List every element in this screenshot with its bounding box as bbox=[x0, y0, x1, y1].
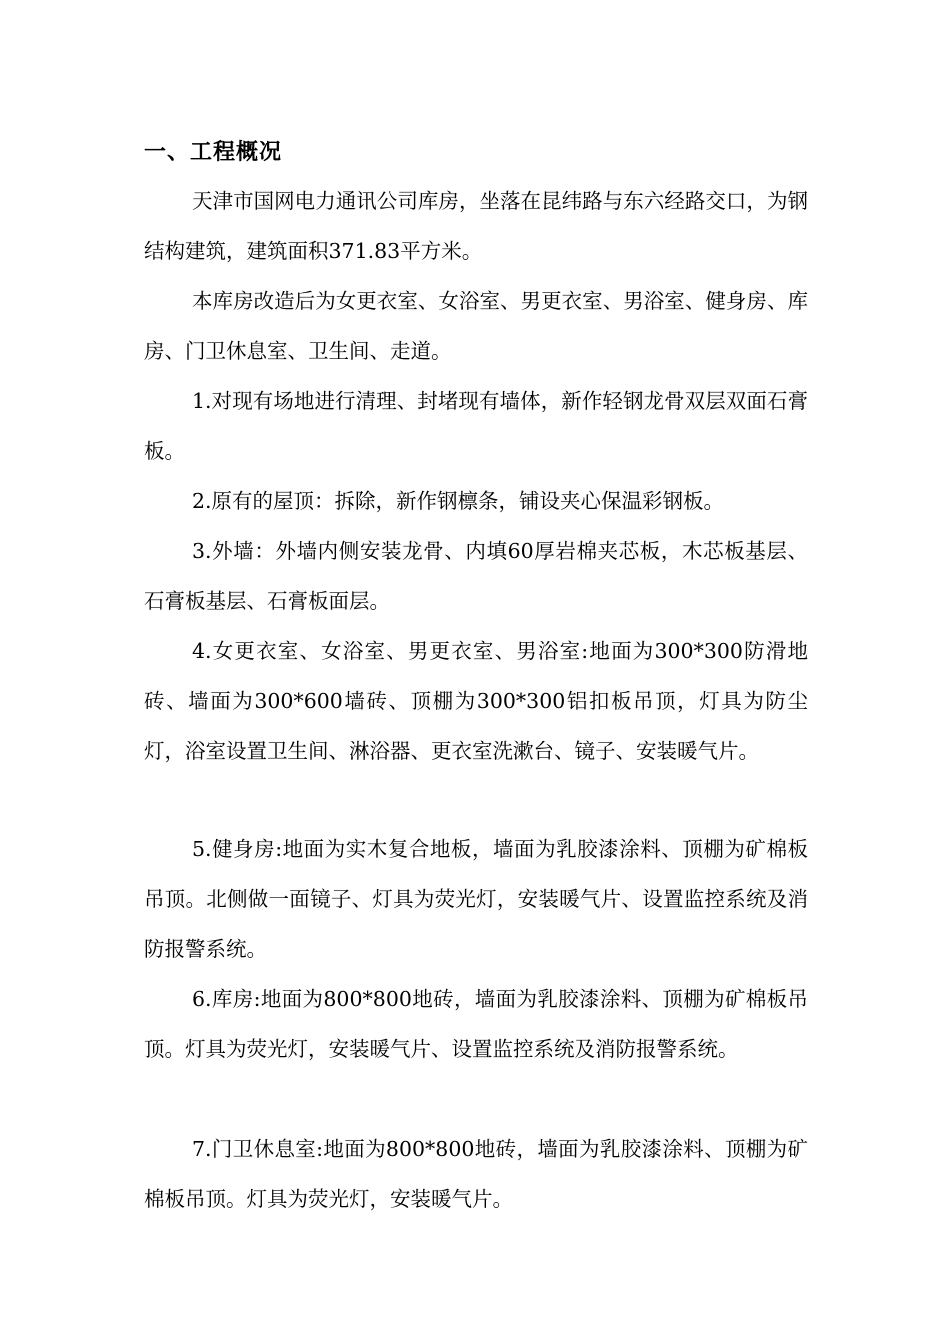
paragraph-item-7: 7.门卫休息室:地面为800*800地砖，墙面为乳胶漆涂料、顶棚为矿棉板吊顶。灯具为荧光灯，安装暖气片。 bbox=[144, 1137, 808, 1211]
section-heading: 一、工程概况 bbox=[144, 139, 283, 165]
paragraph-item-3: 3.外墙：外墙内侧安装龙骨、内填60厚岩棉夹芯板，木芯板基层、石膏板基层、石膏板面层。 bbox=[144, 539, 808, 613]
paragraph-item-5: 5.健身房:地面为实木复合地板，墙面为乳胶漆涂料、顶棚为矿棉板吊顶。北侧做一面镜子、灯具为荧光灯，安装暖气片、设置监控系统及消防报警系统。 bbox=[144, 837, 808, 961]
paragraph-item-4: 4.女更衣室、女浴室、男更衣室、男浴室:地面为300*300防滑地砖、墙面为300*600墙砖、顶棚为300*300铝扣板吊顶，灯具为防尘灯，浴室设置卫生间、淋浴器、更衣室洗漱台、镜子、安装暖气片。 bbox=[144, 639, 808, 763]
paragraph-item-6: 6.库房:地面为800*800地砖，墙面为乳胶漆涂料、顶棚为矿棉板吊顶。灯具为荧光灯，安装暖气片、设置监控系统及消防报警系统。 bbox=[144, 987, 808, 1061]
paragraph-overview: 天津市国网电力通讯公司库房，坐落在昆纬路与东六经路交口，为钢结构建筑，建筑面积371.83平方米。 bbox=[144, 189, 808, 263]
paragraph-item-2: 2.原有的屋顶：拆除，新作钢檩条，铺设夹心保温彩钢板。 bbox=[192, 489, 725, 513]
paragraph-item-1: 1.对现有场地进行清理、封堵现有墙体，新作轻钢龙骨双层双面石膏板。 bbox=[144, 389, 808, 463]
paragraph-room-list: 本库房改造后为女更衣室、女浴室、男更衣室、男浴室、健身房、库房、门卫休息室、卫生间、走道。 bbox=[144, 289, 808, 363]
